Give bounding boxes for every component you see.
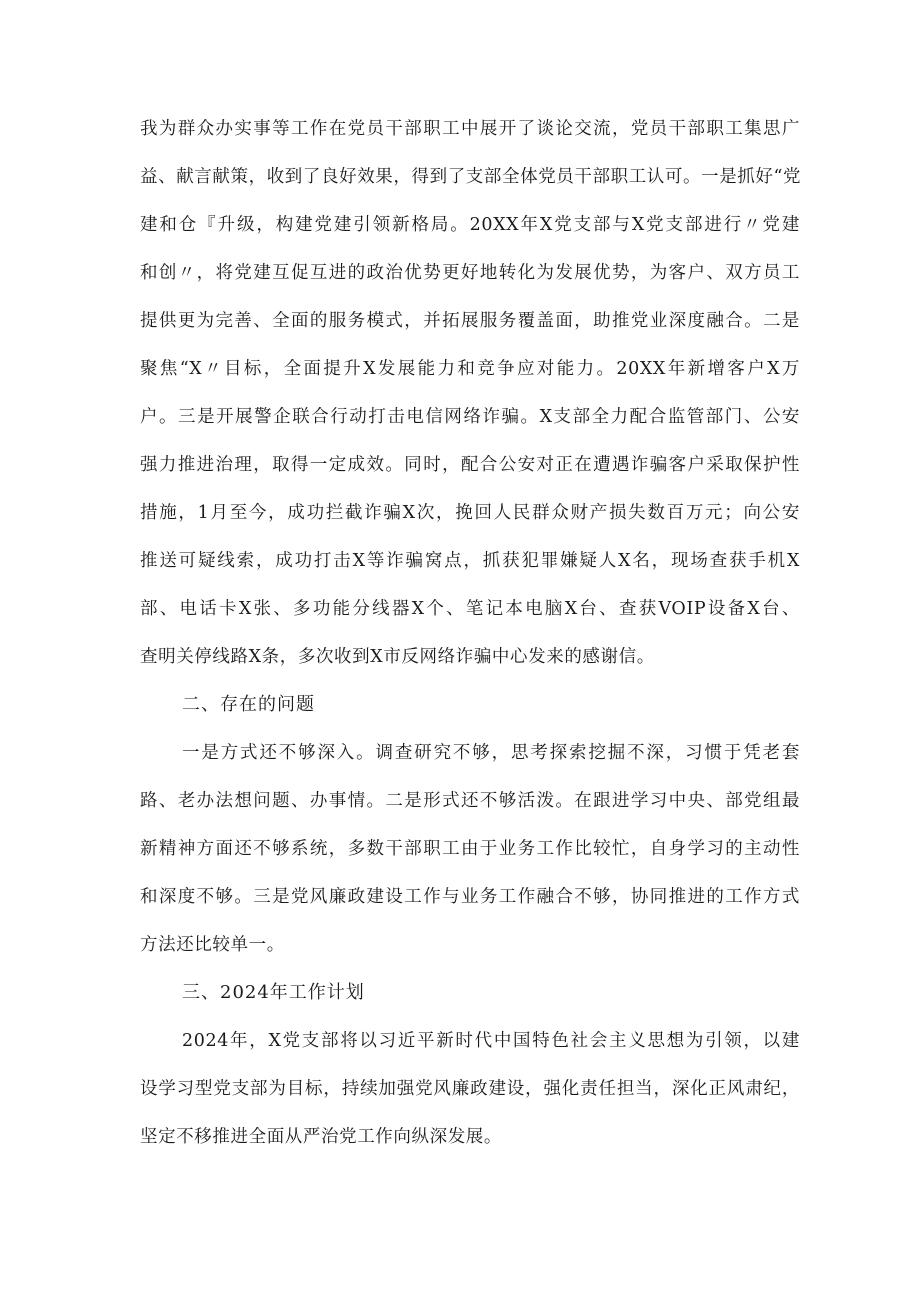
text-line: 新精神方面还不够系统，多数干部职工由于业务工作比较忙，自身学习的主动性 xyxy=(140,839,800,859)
text-line: 强力推进治理，取得一定成效。同时，配合公安对正在遭遇诈骗客户采取保护性 xyxy=(140,455,800,475)
section-heading-problems: 二、存在的问题 xyxy=(182,694,315,715)
text-line: 建和仓『升级，构建党建引领新格局。20XX年X党支部与X党支部进行〃党建 xyxy=(140,215,800,235)
text-line: 部、电话卡X张、多功能分线器X个、笔记本电脑X台、查获VOIP设备X台、 xyxy=(140,599,800,619)
text-line: 我为群众办实事等工作在党员干部职工中展开了谈论交流，党员干部职工集思广 xyxy=(140,119,800,139)
text-line: 方法还比较单一。 xyxy=(140,935,285,955)
text-line: 益、献言献策，收到了良好效果，得到了支部全体党员干部职工认可。一是抓好“党 xyxy=(140,167,802,187)
text-line: 聚焦“X〃目标，全面提升X发展能力和竞争应对能力。20XX年新增客户X万 xyxy=(140,359,800,379)
text-line: 路、老办法想问题、办事情。二是形式还不够活泼。在跟进学习中央、部党组最 xyxy=(140,791,800,811)
section-heading-plan: 三、2024年工作计划 xyxy=(182,982,365,1003)
document-body xyxy=(140,105,800,1161)
text-line: 坚定不移推进全面从严治党工作向纵深发展。 xyxy=(140,1127,502,1147)
text-line: 户。三是开展警企联合行动打击电信网络诈骗。X支部全力配合监管部门、公安 xyxy=(140,407,800,427)
paragraph-achievements xyxy=(140,105,800,681)
text-line: 和深度不够。三是党风廉政建设工作与业务工作融合不够，协同推进的工作方式 xyxy=(140,887,800,907)
text-line: 提供更为完善、全面的服务模式，并拓展服务覆盖面，助推党业深度融合。二是 xyxy=(140,311,800,331)
text-line: 和创〃，将党建互促互进的政治优势更好地转化为发展优势，为客户、双方员工 xyxy=(140,263,800,283)
text-line: 一是方式还不够深入。调查研究不够，思考探索挖掘不深，习惯于凭老套 xyxy=(182,743,800,763)
paragraph-plan xyxy=(140,1017,800,1161)
paragraph-problems xyxy=(140,729,800,969)
text-line: 措施，1月至今，成功拦截诈骗X次，挽回人民群众财产损失数百万元；向公安 xyxy=(140,503,800,523)
text-line: 推送可疑线索，成功打击X等诈骗窝点，抓获犯罪嫌疑人X名，现场查获手机X xyxy=(140,551,800,571)
text-line: 2024年，X党支部将以习近平新时代中国特色社会主义思想为引领，以建 xyxy=(182,1031,800,1051)
text-line: 设学习型党支部为目标，持续加强党风廉政建设，强化责任担当，深化正风肃纪， xyxy=(140,1079,800,1099)
text-line: 查明关停线路X条，多次收到X市反网络诈骗中心发来的感谢信。 xyxy=(140,647,655,667)
